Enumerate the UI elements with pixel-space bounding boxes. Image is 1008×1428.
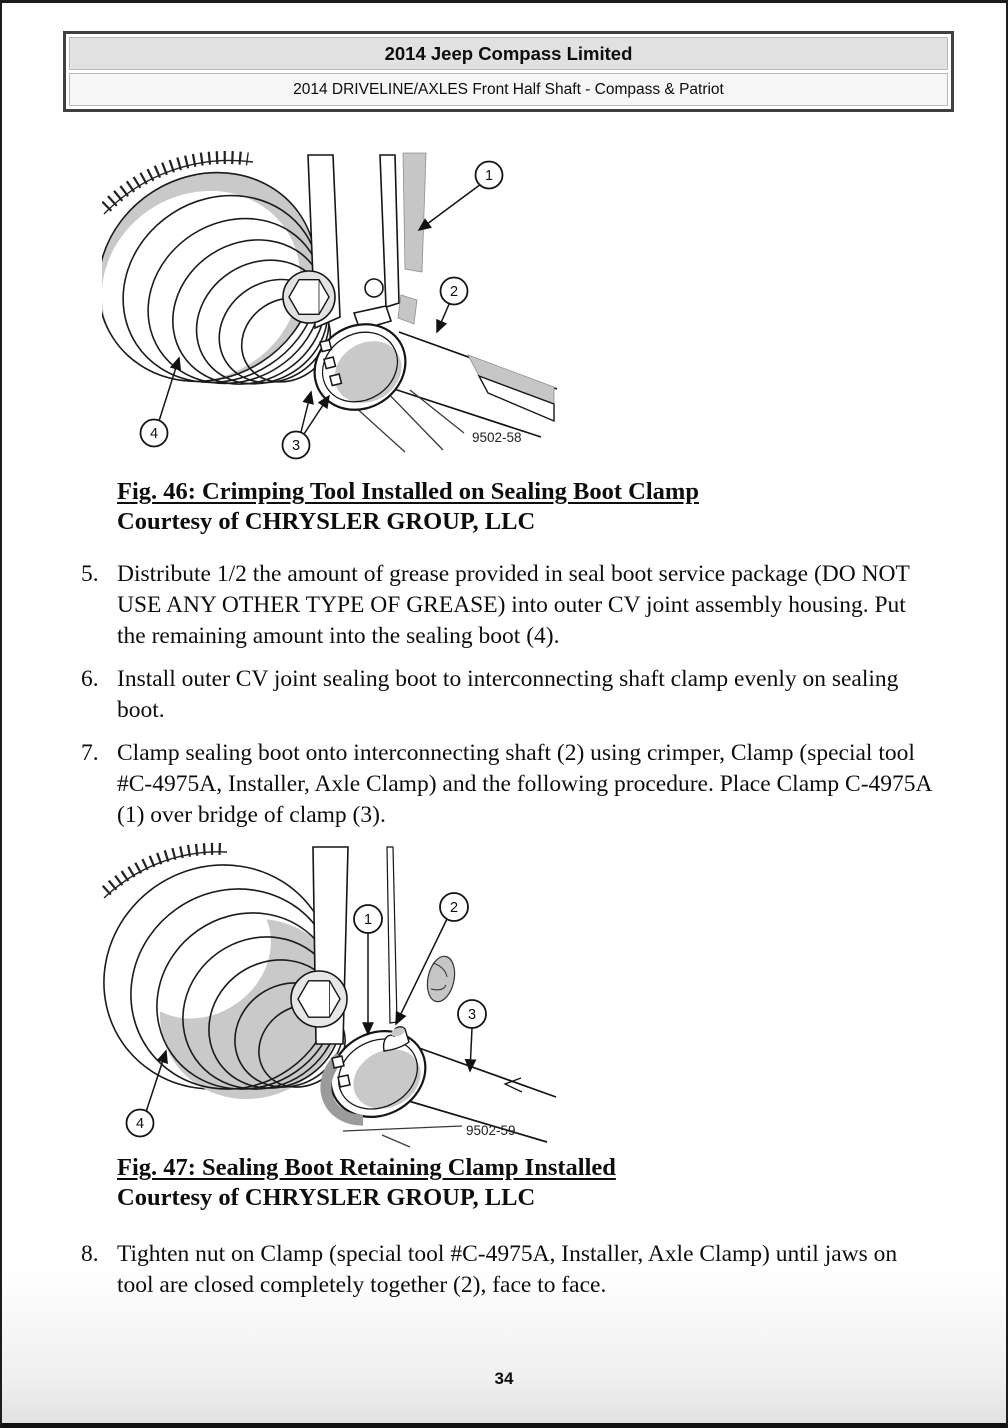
step-6: [81, 664, 943, 726]
figure-46-illustration: [102, 145, 557, 461]
pivot-bolt: [291, 971, 347, 1027]
drawing-number: 9502-59: [466, 1123, 516, 1138]
step-number: 5.: [81, 561, 99, 587]
fig47-caption: Fig. 47: Sealing Boot Retaining Clamp Installed: [117, 1154, 616, 1181]
step-text: Tighten nut on Clamp (special tool #C-4975A, Installer, Axle Clamp) until jaws on tool are closed completely together (2), face to face.: [117, 1241, 898, 1298]
fig46-courtesy: Courtesy of CHRYSLER GROUP, LLC: [117, 508, 536, 535]
step-text: Install outer CV joint sealing boot to interconnecting shaft clamp evenly on sealing boot.: [117, 666, 899, 723]
procedure-steps-lower: [81, 1239, 943, 1313]
step-number: 6.: [81, 666, 99, 692]
step-text: Clamp sealing boot onto interconnecting shaft (2) using crimper, Clamp (special tool #C-4975A, Installer, Axle Clamp) and the following procedure. Place Clamp C-4975A (1) over bridge of clamp (3).: [117, 740, 932, 828]
svg-text:2: 2: [449, 284, 459, 300]
page-number: 34: [494, 1369, 514, 1388]
step-8: [81, 1239, 943, 1301]
fig46-caption-block: [117, 477, 699, 537]
svg-text:4: 4: [149, 426, 159, 442]
document-title: 2014 Jeep Compass Limited: [69, 37, 948, 70]
svg-text:1: 1: [484, 168, 494, 184]
svg-text:3: 3: [291, 438, 301, 454]
callout-3: [283, 392, 330, 459]
boot-small-end: [424, 954, 459, 1004]
fig47-courtesy: Courtesy of CHRYSLER GROUP, LLC: [117, 1184, 536, 1211]
figure-47-illustration: [100, 839, 562, 1151]
step-number: 7.: [81, 740, 99, 766]
callout-2: [437, 278, 468, 333]
callout-1: [354, 905, 382, 1034]
callout-3: [458, 1000, 486, 1071]
svg-text:4: 4: [135, 1116, 145, 1132]
procedure-steps-upper: [81, 559, 943, 843]
step-number: 8.: [81, 1241, 99, 1267]
page-header: [63, 31, 954, 112]
callout-1: [419, 162, 503, 231]
step-text: Distribute 1/2 the amount of grease provided in seal boot service package (DO NOT USE ANY OTHER TYPE OF GREASE) into outer CV joint assembly housing. Put the remaining amount into the sealing boot (4).: [117, 561, 910, 649]
pivot-bolt: [283, 271, 335, 323]
svg-text:3: 3: [467, 1007, 477, 1023]
fig47-caption-block: [117, 1153, 616, 1213]
document-subtitle: 2014 DRIVELINE/AXLES Front Half Shaft - Compass & Patriot: [69, 73, 948, 106]
detail-lines: [343, 1126, 462, 1147]
svg-text:1: 1: [363, 912, 373, 928]
step-5: [81, 559, 943, 652]
drawing-number: 9502-58: [472, 430, 522, 445]
step-7: [81, 738, 943, 831]
svg-text:2: 2: [449, 900, 459, 916]
callout-2: [396, 893, 468, 1024]
fig46-caption: Fig. 46: Crimping Tool Installed on Sealing Boot Clamp: [117, 478, 699, 505]
